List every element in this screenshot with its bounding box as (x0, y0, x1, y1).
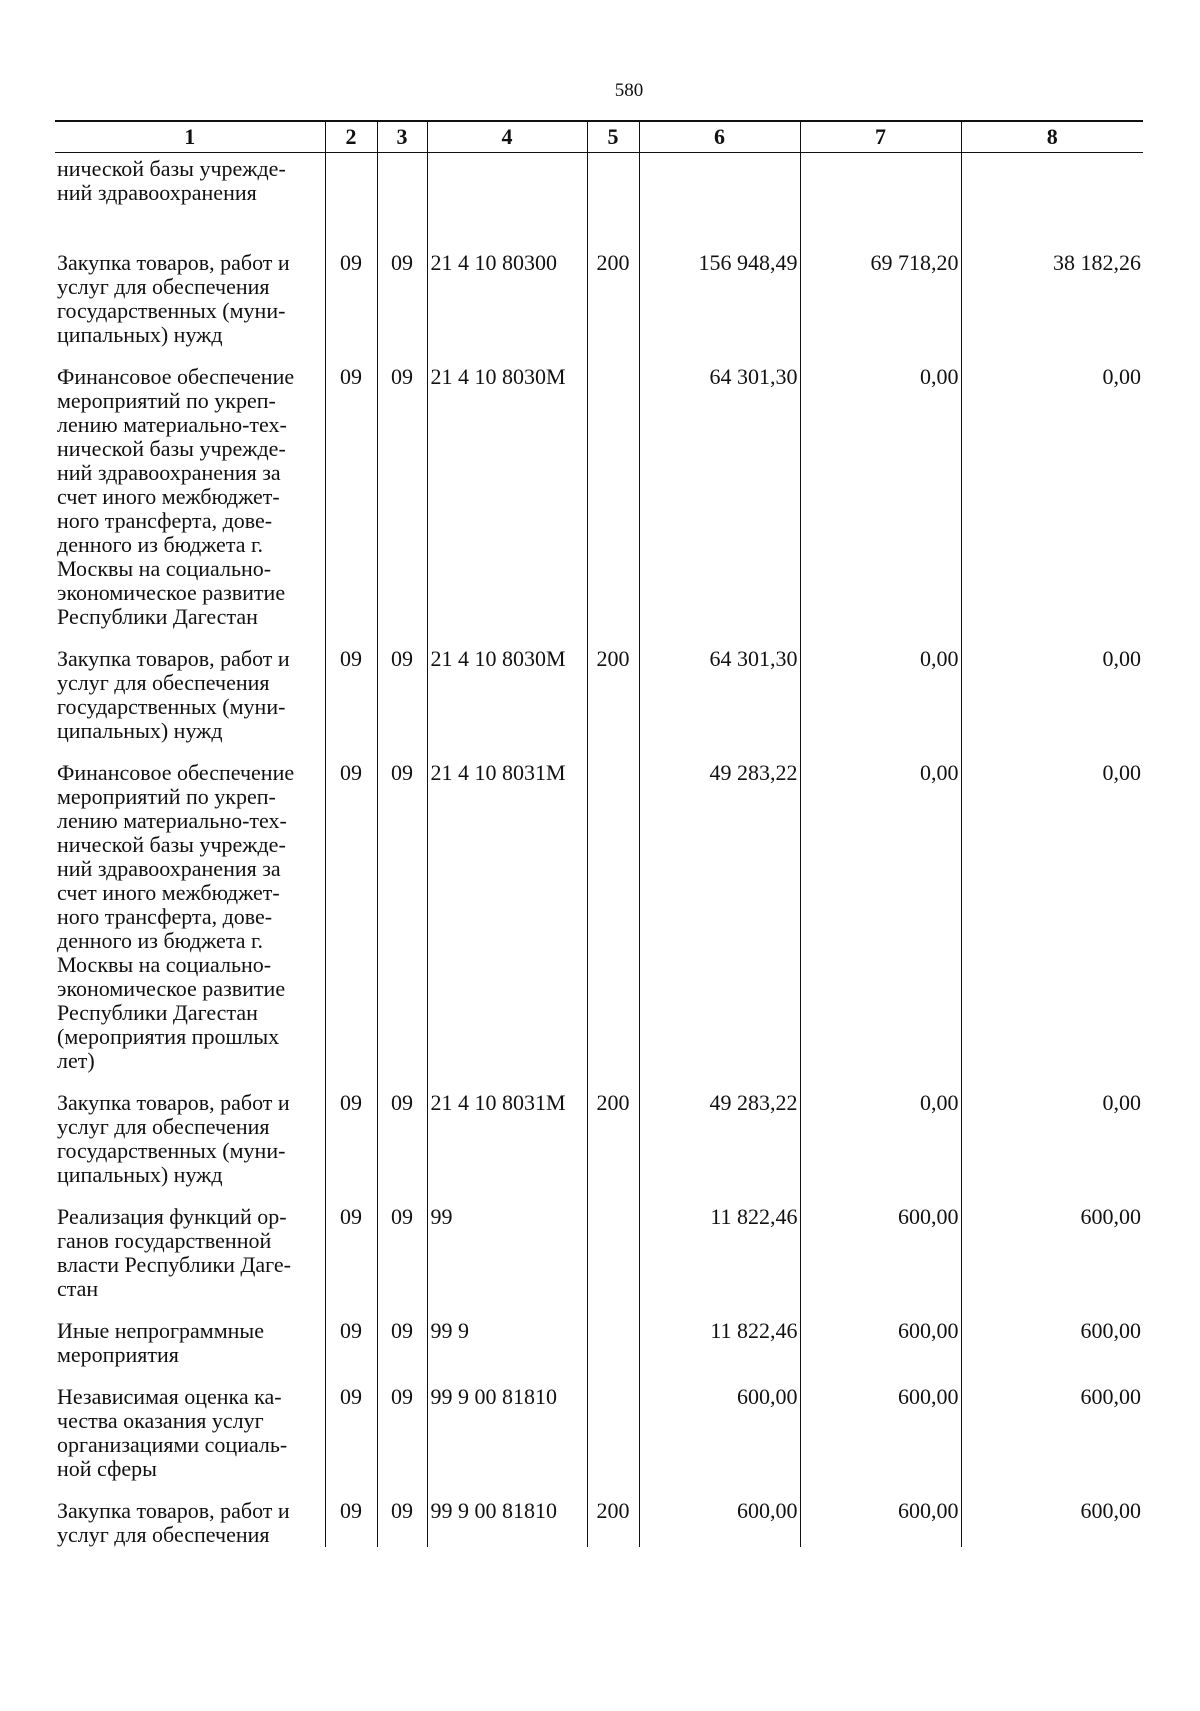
description-line: ципальных) нужд (57, 717, 223, 743)
page-number: 580 (614, 80, 644, 101)
row-description (55, 629, 325, 743)
expense-type-code (587, 1367, 639, 1481)
row-description (55, 1187, 325, 1301)
table-row (55, 347, 1143, 629)
section-code: 09 (325, 233, 377, 347)
description-line: Закупка товаров, работ и (57, 1089, 290, 1115)
description-line: счет иного межбюджет- (57, 483, 280, 509)
description-line: власти Республики Даге- (57, 1251, 291, 1277)
description-line: услуг для обеспечения (57, 1521, 270, 1547)
description-line: ципальных) нужд (57, 1161, 223, 1187)
table-row (55, 1481, 1143, 1547)
target-article-code: 21 4 10 8031М (427, 743, 587, 1073)
table-row (55, 1073, 1143, 1187)
section-code: 09 (325, 1367, 377, 1481)
description-line: лет) (57, 1047, 95, 1073)
description-line: (мероприятия прошлых (57, 1023, 280, 1049)
target-article-code: 99 9 00 81810 (427, 1367, 587, 1481)
description-line: лению материально-тех- (57, 411, 287, 437)
description-line: Финансовое обеспечение (57, 363, 295, 389)
amount-col7: 600,00 (800, 1367, 961, 1481)
expense-type-code (587, 743, 639, 1073)
amount-col6: 11 822,46 (639, 1301, 800, 1367)
amount-col6: 64 301,30 (639, 347, 800, 629)
section-code: 09 (325, 1187, 377, 1301)
column-header: 8 (961, 121, 1143, 153)
subsection-code: 09 (377, 233, 427, 347)
row-description (55, 153, 325, 233)
subsection-code: 09 (377, 1481, 427, 1547)
description-line: Москвы на социально- (57, 951, 272, 977)
amount-col8: 0,00 (961, 629, 1143, 743)
amount-col6: 49 283,22 (639, 1073, 800, 1187)
description-line: Республики Дагестан (57, 999, 258, 1025)
description-line: ганов государственной (57, 1227, 272, 1253)
expense-type-code (587, 347, 639, 629)
description-line: ного трансферта, дове- (57, 507, 273, 533)
row-description (55, 1073, 325, 1187)
description-line: Республики Дагестан (57, 603, 258, 629)
table-row (55, 743, 1143, 1073)
subsection-code: 09 (377, 1187, 427, 1301)
table-row (55, 233, 1143, 347)
target-article-code: 21 4 10 8030М (427, 629, 587, 743)
amount-col8: 0,00 (961, 347, 1143, 629)
table-body (55, 153, 1143, 1547)
row-description (55, 347, 325, 629)
target-article-code (427, 153, 587, 233)
table-row (55, 1301, 1143, 1367)
amount-col8: 600,00 (961, 1481, 1143, 1547)
amount-col6 (639, 153, 800, 233)
amount-col6: 156 948,49 (639, 233, 800, 347)
column-header: 3 (377, 121, 427, 153)
column-header: 7 (800, 121, 961, 153)
amount-col7: 0,00 (800, 743, 961, 1073)
amount-col8: 600,00 (961, 1367, 1143, 1481)
expense-type-code: 200 (587, 629, 639, 743)
amount-col7 (800, 153, 961, 233)
description-line: услуг для обеспечения (57, 1113, 270, 1139)
description-line: Иные непрограммные (57, 1317, 264, 1343)
amount-col7: 0,00 (800, 629, 961, 743)
description-line: услуг для обеспечения (57, 669, 270, 695)
amount-col8: 0,00 (961, 1073, 1143, 1187)
description-line: нической базы учрежде- (57, 435, 286, 461)
amount-col6: 600,00 (639, 1367, 800, 1481)
description-line: Независимая оценка ка- (57, 1383, 282, 1409)
amount-col7: 69 718,20 (800, 233, 961, 347)
description-line: Реализация функций ор- (57, 1203, 287, 1229)
table-row (55, 1187, 1143, 1301)
subsection-code: 09 (377, 1073, 427, 1187)
amount-col6: 49 283,22 (639, 743, 800, 1073)
budget-table (55, 120, 1143, 1547)
description-line: государственных (муни- (57, 1137, 286, 1163)
amount-col8: 600,00 (961, 1301, 1143, 1367)
section-code: 09 (325, 347, 377, 629)
description-line: нической базы учрежде- (57, 156, 286, 181)
target-article-code: 21 4 10 80300 (427, 233, 587, 347)
target-article-code: 21 4 10 8031М (427, 1073, 587, 1187)
description-line: экономическое развитие (57, 975, 286, 1001)
row-description (55, 1367, 325, 1481)
description-line: мероприятий по укреп- (57, 783, 276, 809)
amount-col8: 600,00 (961, 1187, 1143, 1301)
expense-type-code: 200 (587, 1073, 639, 1187)
subsection-code: 09 (377, 1367, 427, 1481)
expense-type-code (587, 1301, 639, 1367)
section-code: 09 (325, 629, 377, 743)
amount-col8: 38 182,26 (961, 233, 1143, 347)
subsection-code: 09 (377, 629, 427, 743)
amount-col8 (961, 153, 1143, 233)
target-article-code: 99 9 00 81810 (427, 1481, 587, 1547)
description-line: Москвы на социально- (57, 555, 272, 581)
description-line: организациями социаль- (57, 1431, 288, 1457)
target-article-code: 99 (427, 1187, 587, 1301)
description-line: денного из бюджета г. (57, 531, 264, 557)
description-line: Финансовое обеспечение (57, 759, 295, 785)
description-line: стан (57, 1275, 99, 1301)
section-code (325, 153, 377, 233)
description-line: государственных (муни- (57, 693, 286, 719)
subsection-code (377, 153, 427, 233)
description-line: ной сферы (57, 1455, 157, 1481)
section-code: 09 (325, 1481, 377, 1547)
subsection-code: 09 (377, 1301, 427, 1367)
description-line: услуг для обеспечения (57, 273, 270, 299)
column-header: 1 (55, 121, 325, 153)
amount-col7: 600,00 (800, 1481, 961, 1547)
amount-col7: 600,00 (800, 1301, 961, 1367)
description-line: лению материально-тех- (57, 807, 287, 833)
section-code: 09 (325, 1301, 377, 1367)
amount-col7: 0,00 (800, 1073, 961, 1187)
amount-col6: 11 822,46 (639, 1187, 800, 1301)
description-line: денного из бюджета г. (57, 927, 264, 953)
column-header: 6 (639, 121, 800, 153)
description-line: ний здравоохранения (57, 180, 257, 205)
expense-type-code (587, 1187, 639, 1301)
description-line: мероприятий по укреп- (57, 387, 276, 413)
section-code: 09 (325, 1073, 377, 1187)
subsection-code: 09 (377, 743, 427, 1073)
amount-col7: 0,00 (800, 347, 961, 629)
description-line: экономическое развитие (57, 579, 286, 605)
subsection-code: 09 (377, 347, 427, 629)
description-line: нической базы учрежде- (57, 831, 286, 857)
expense-type-code (587, 153, 639, 233)
description-line: счет иного межбюджет- (57, 879, 280, 905)
expense-type-code: 200 (587, 1481, 639, 1547)
target-article-code: 21 4 10 8030М (427, 347, 587, 629)
description-line: Закупка товаров, работ и (57, 1497, 290, 1523)
description-line: государственных (муни- (57, 297, 286, 323)
description-line: чества оказания услуг (57, 1407, 264, 1433)
table-header-row (55, 121, 1143, 153)
description-line: ципальных) нужд (57, 321, 223, 347)
amount-col8: 0,00 (961, 743, 1143, 1073)
table-row (55, 153, 1143, 233)
section-code: 09 (325, 743, 377, 1073)
expense-type-code: 200 (587, 233, 639, 347)
table-row (55, 629, 1143, 743)
amount-col6: 600,00 (639, 1481, 800, 1547)
description-line: мероприятия (57, 1341, 179, 1367)
row-description (55, 1301, 325, 1367)
row-description (55, 743, 325, 1073)
column-header: 4 (427, 121, 587, 153)
row-description (55, 233, 325, 347)
amount-col7: 600,00 (800, 1187, 961, 1301)
description-line: Закупка товаров, работ и (57, 249, 290, 275)
description-line: ний здравоохранения за (57, 459, 281, 485)
description-line: Закупка товаров, работ и (57, 645, 290, 671)
amount-col6: 64 301,30 (639, 629, 800, 743)
column-header: 5 (587, 121, 639, 153)
description-line: ний здравоохранения за (57, 855, 281, 881)
table-row (55, 1367, 1143, 1481)
row-description (55, 1481, 325, 1547)
description-line: ного трансферта, дове- (57, 903, 273, 929)
column-header: 2 (325, 121, 377, 153)
target-article-code: 99 9 (427, 1301, 587, 1367)
